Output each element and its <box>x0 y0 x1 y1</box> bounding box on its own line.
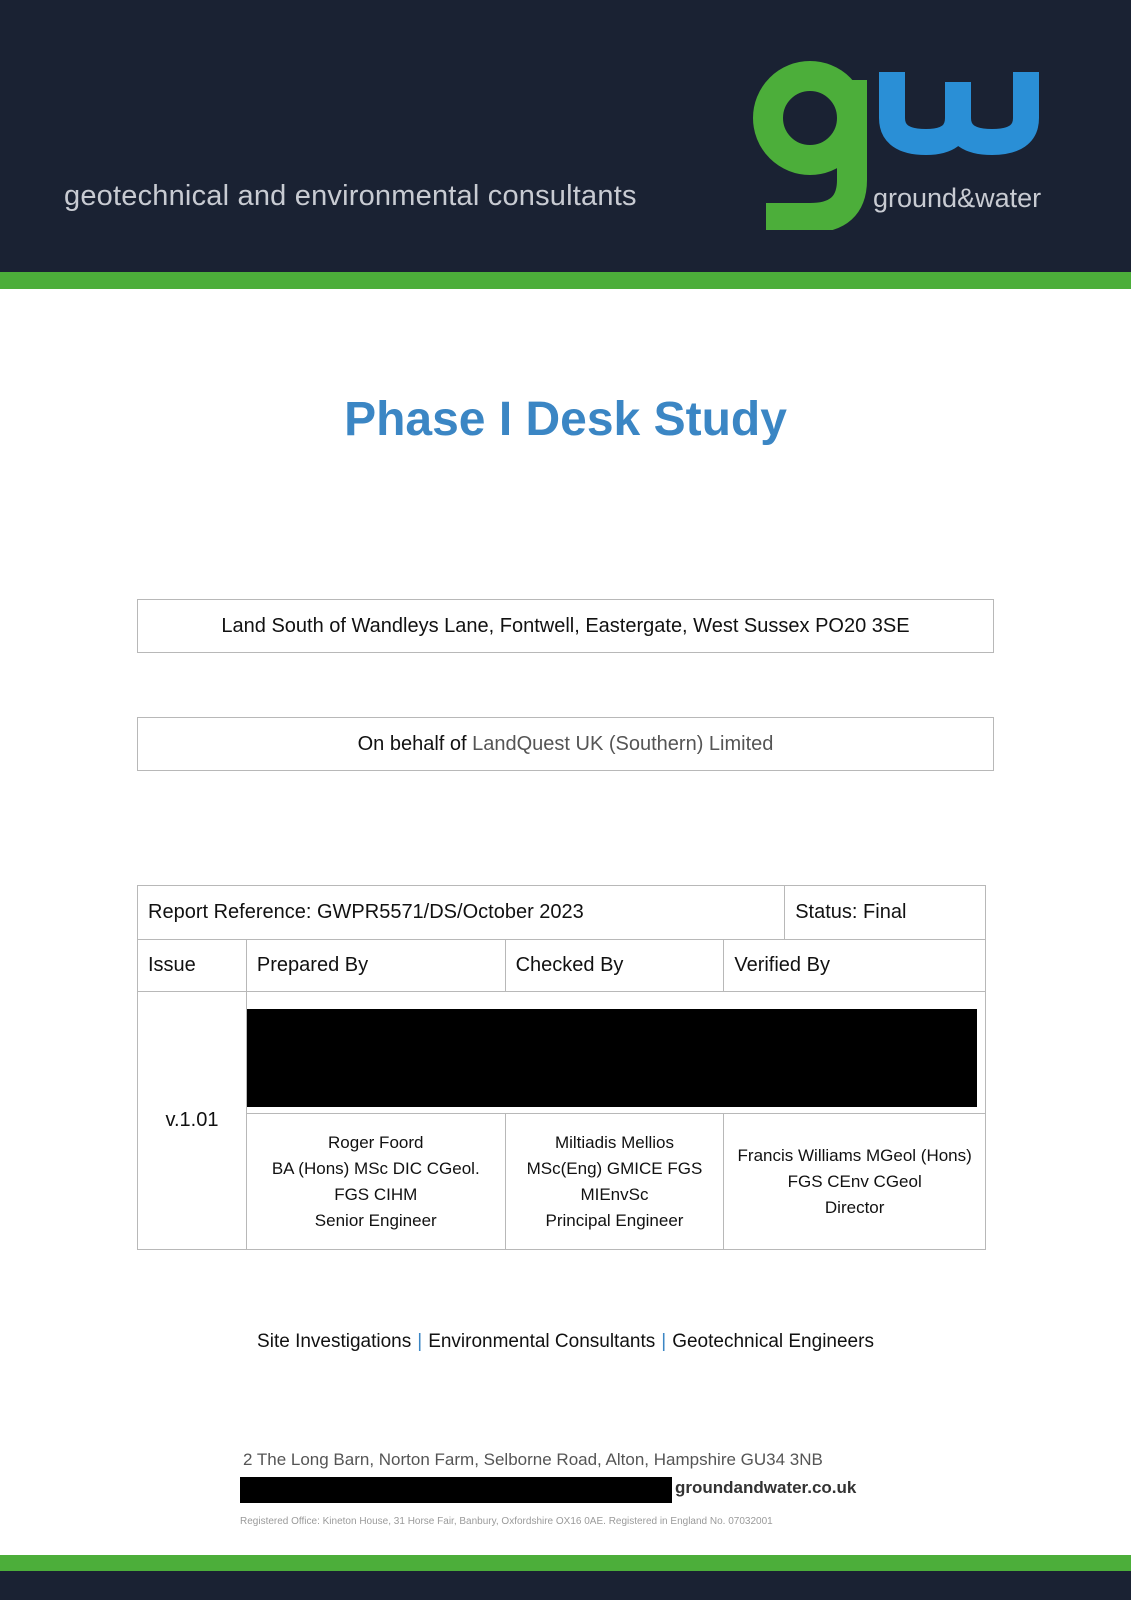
checked-by-details <box>505 1114 724 1250</box>
prepared-by-details <box>246 1114 505 1250</box>
service-site-investigations: Site Investigations <box>257 1331 412 1352</box>
service-separator: | <box>417 1331 423 1352</box>
client-prefix: On behalf of <box>357 732 467 755</box>
prepared-role: Senior Engineer <box>314 1210 437 1230</box>
website-link[interactable]: groundandwater.co.uk <box>675 1478 857 1497</box>
header-prepared-by: Prepared By <box>246 940 505 992</box>
logo-w-letter <box>892 72 1026 142</box>
office-address: 2 The Long Barn, Norton Farm, Selborne Road, Alton, Hampshire GU34 3NB <box>243 1450 823 1469</box>
redacted-contact <box>240 1477 672 1503</box>
services-line <box>0 1331 1131 1353</box>
header-verified-by: Verified By <box>724 940 986 992</box>
report-status: Status: Final <box>785 886 986 940</box>
checked-fellowships: MIEnvSc <box>580 1184 649 1204</box>
prepared-qualifications: BA (Hons) MSc DIC CGeol. <box>271 1158 480 1178</box>
issue-version: v.1.01 <box>138 992 247 1250</box>
footer-banner <box>0 1571 1131 1600</box>
logo-wordmark: ground&water <box>873 183 1042 213</box>
client-name: LandQuest UK (Southern) Limited <box>472 732 774 755</box>
header-green-stripe <box>0 272 1131 289</box>
logo-g-letter <box>766 76 852 218</box>
site-address-box <box>137 599 994 653</box>
verified-by-details <box>724 1114 986 1250</box>
footer-green-stripe <box>0 1555 1131 1571</box>
page-title: Phase I Desk Study <box>344 393 787 446</box>
registered-office: Registered Office: Kineton House, 31 Horse Fair, Banbury, Oxfordshire OX16 0AE. Registered in England No. 07032001 <box>240 1516 773 1527</box>
verified-qualifications: FGS CEnv CGeol <box>787 1171 922 1191</box>
service-geotechnical-engineers: Geotechnical Engineers <box>672 1331 874 1352</box>
checked-qualifications: MSc(Eng) GMICE FGS <box>526 1158 703 1178</box>
verified-name: Francis Williams MGeol (Hons) <box>737 1145 972 1165</box>
checked-role: Principal Engineer <box>545 1210 684 1230</box>
prepared-name: Roger Foord <box>328 1132 424 1152</box>
redacted-signatures <box>247 1009 977 1107</box>
site-address: Land South of Wandleys Lane, Fontwell, Eastergate, West Sussex PO20 3SE <box>221 614 910 637</box>
report-reference: Report Reference: GWPR5571/DS/October 2023 <box>138 886 785 940</box>
prepared-fellowships: FGS CIHM <box>334 1184 418 1204</box>
client-box <box>137 717 994 771</box>
signature-redaction <box>246 992 985 1114</box>
service-environmental-consultants: Environmental Consultants <box>428 1331 656 1352</box>
header-issue: Issue <box>138 940 247 992</box>
report-details-table <box>137 885 986 1250</box>
checked-name: Miltiadis Mellios <box>554 1132 674 1152</box>
header-checked-by: Checked By <box>505 940 724 992</box>
verified-role: Director <box>824 1197 885 1217</box>
company-tagline: geotechnical and environmental consultants <box>64 180 637 212</box>
service-separator: | <box>661 1331 667 1352</box>
